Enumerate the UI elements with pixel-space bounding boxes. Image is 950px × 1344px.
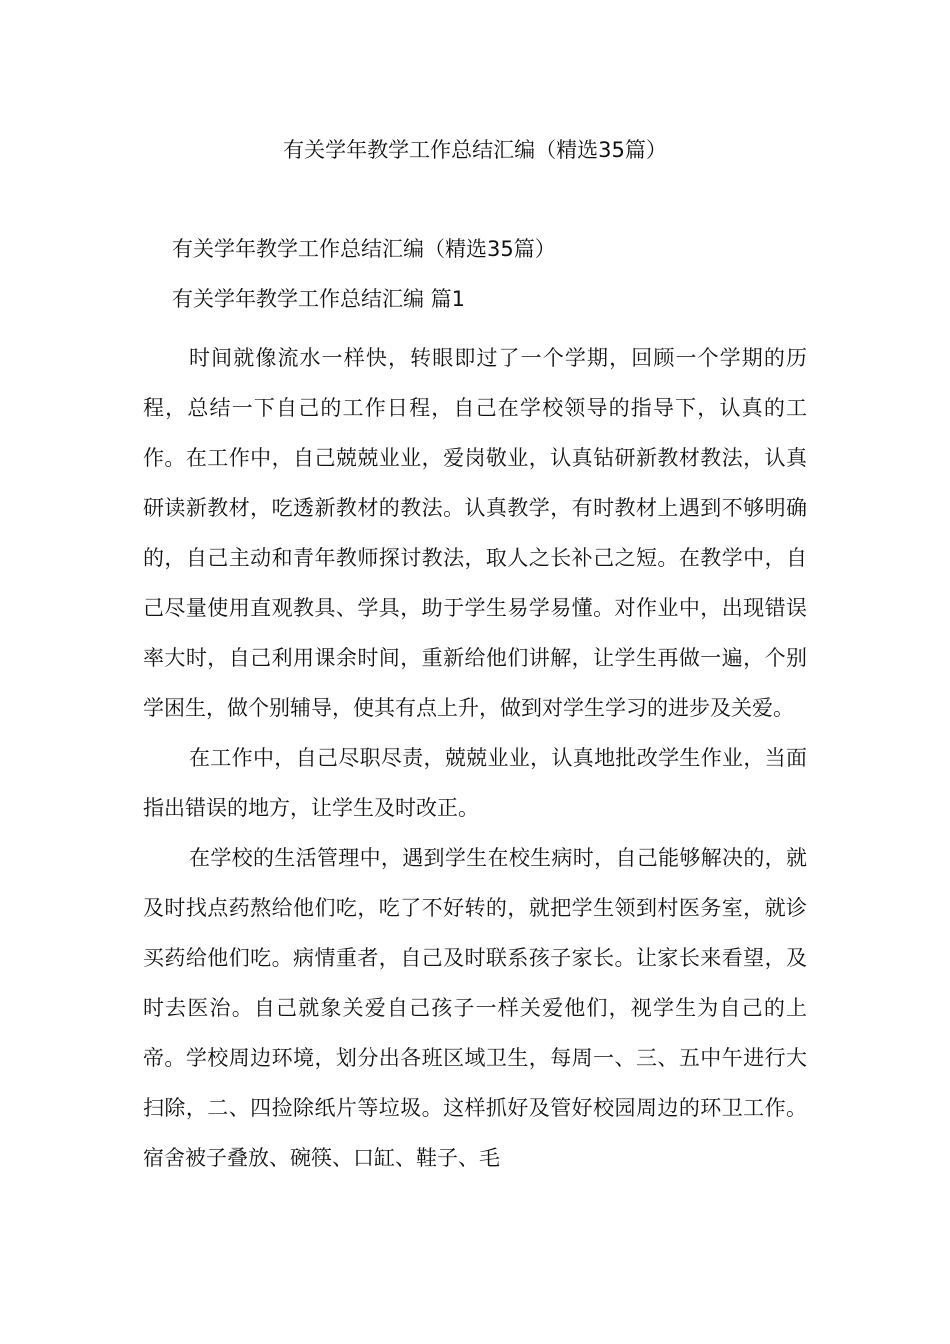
paragraph: 时间就像流水一样快，转眼即过了一个学期，回顾一个学期的历程，总结一下自己的工作日程，自己在学校领导的指导下，认真的工作。在工作中，自己兢兢业业，爱岗敬业，认真钻研新教材教法，认真研读新教材，吃透新教材的教法。认真教学，有时教材上遇到不够明确的，自己主动和青年教师探讨教法，取人之长补己之短。在教学中，自己尽量使用直观教具、学具，助于学生易学易懂。对作业中，出现错误率大时，自己利用课余时间，重新给他们讲解，让学生再做一遍，个别学困生，做个别辅导，使其有点上升，做到对学生学习的进步及关爱。 bbox=[143, 346, 807, 720]
body-text bbox=[143, 333, 807, 1183]
paragraph: 在学校的生活管理中，遇到学生在校生病时，自己能够解决的，就及时找点药熬给他们吃，吃了不好转的，就把学生领到村医务室，就诊买药给他们吃。病情重者，自己及时联系孩子家长。让家长来看望，及时去医治。自己就象关爱自己孩子一样关爱他们，视学生为自己的上帝。学校周边环境，划分出各班区域卫生，每周一、三、五中午进行大扫除，二、四捡除纸片等垃圾。这样抓好及管好校园周边的环卫工作。宿舍被子叠放、碗筷、口缸、鞋子、毛 bbox=[143, 846, 807, 1170]
paragraph: 在工作中，自己尽职尽责，兢兢业业，认真地批改学生作业，当面指出错误的地方，让学生及时改正。 bbox=[143, 746, 807, 820]
document-subtitle: 有关学年教学工作总结汇编（精选35篇） bbox=[172, 237, 556, 261]
section-heading: 有关学年教学工作总结汇编 篇1 bbox=[172, 287, 466, 311]
document-title: 有关学年教学工作总结汇编（精选35篇） bbox=[283, 138, 667, 162]
